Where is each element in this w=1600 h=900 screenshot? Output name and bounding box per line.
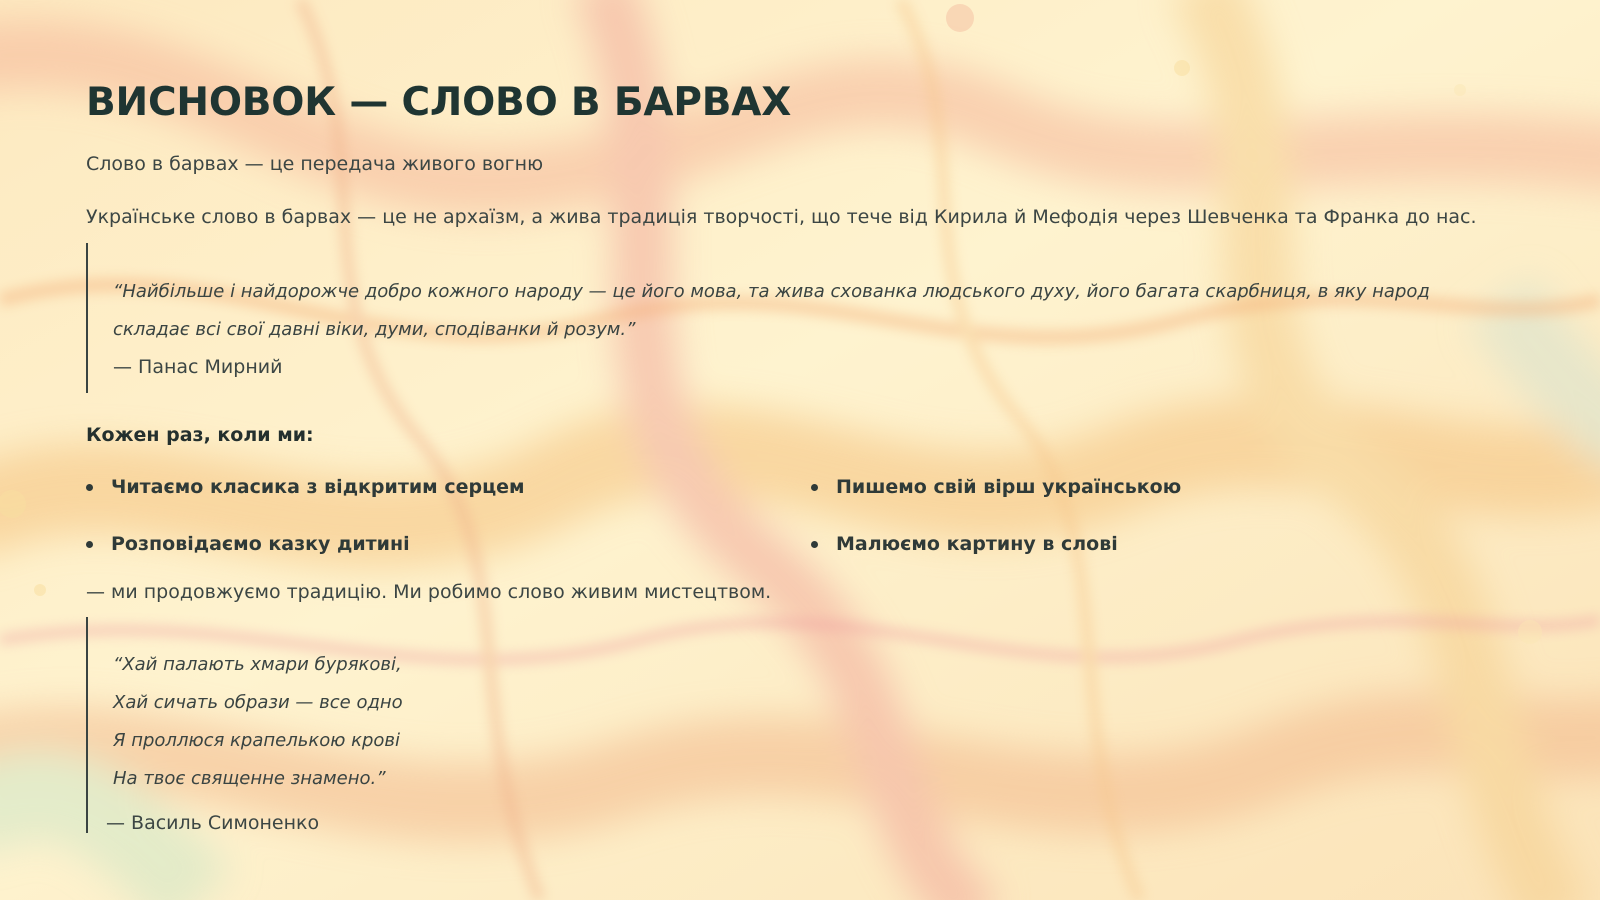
- list-item: [811, 533, 1118, 555]
- poem-line: “Хай палають хмари бурякові,: [113, 654, 402, 675]
- bullet-dot-icon: [811, 484, 818, 491]
- bullet-dot-icon: [811, 541, 818, 548]
- list-heading: Кожен раз, коли ми:: [86, 424, 314, 446]
- closing-statement: — ми продовжуємо традицію. Ми робимо слово живим мистецтвом.: [86, 581, 772, 603]
- poem-line: На твоє священне знамено.”: [113, 768, 386, 789]
- list-item-text: Пишемо свій вірш українською: [836, 476, 1182, 498]
- quote-text: “Найбільше і найдорожче добро кожного народу — це його мова, та жива схованка людського духу, його багата скарбниця, в яку народ складає всі свої давні віки, думи, сподіванки й розум.”: [113, 281, 1430, 340]
- bullet-dot-icon: [86, 484, 93, 491]
- list-item-text: Читаємо класика з відкритим серцем: [111, 476, 525, 498]
- list-item: [86, 476, 525, 498]
- list-item-text: Малюємо картину в слові: [836, 533, 1118, 555]
- lead-paragraph: Українське слово в барвах — це не архаїзм, а жива традиція творчості, що тече від Кирила й Мефодія через Шевченка та Франка до нас.: [86, 206, 1477, 228]
- list-item: [811, 476, 1181, 498]
- slide: [86, 0, 1526, 900]
- quote-author: — Василь Симоненко: [106, 812, 320, 834]
- quote-author: — Панас Мирний: [113, 356, 283, 378]
- bullet-list: [86, 466, 1526, 586]
- slide-title: ВИСНОВОК — СЛОВО В БАРВАХ: [86, 80, 792, 125]
- list-item: [86, 533, 410, 555]
- bullet-dot-icon: [86, 541, 93, 548]
- slide-subtitle: Слово в барвах — це передача живого вогню: [86, 153, 544, 175]
- poem-text: [113, 646, 403, 798]
- blockquote-symonenko: [86, 617, 886, 833]
- blockquote-mirny: [86, 243, 1506, 393]
- poem-line: Я проллюся крапелькою крові: [113, 730, 401, 751]
- poem-line: Хай сичать образи — все одно: [113, 692, 403, 713]
- list-item-text: Розповідаємо казку дитині: [111, 533, 410, 555]
